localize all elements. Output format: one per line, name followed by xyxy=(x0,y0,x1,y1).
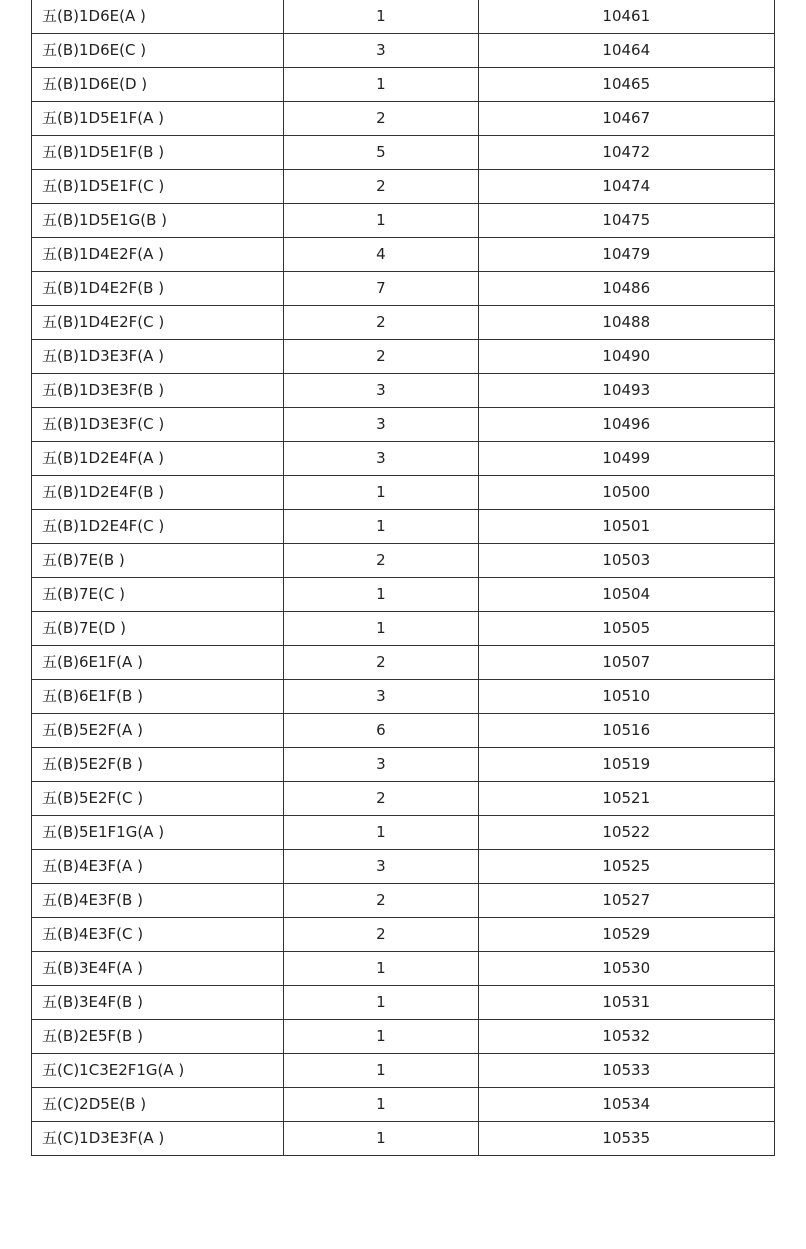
table-row xyxy=(32,340,775,374)
table-row xyxy=(32,306,775,340)
cell-total: 10500 xyxy=(478,476,774,510)
cell-total: 10488 xyxy=(478,306,774,340)
cell-code: 五(B)6E1F(B ) xyxy=(32,680,284,714)
cell-count: 1 xyxy=(284,1020,478,1054)
cell-total: 10493 xyxy=(478,374,774,408)
cell-code: 五(B)1D2E4F(A ) xyxy=(32,442,284,476)
table-row xyxy=(32,986,775,1020)
table-row xyxy=(32,136,775,170)
table-row xyxy=(32,1088,775,1122)
cell-total: 10503 xyxy=(478,544,774,578)
table-row xyxy=(32,816,775,850)
cell-count: 3 xyxy=(284,442,478,476)
cell-count: 4 xyxy=(284,238,478,272)
cell-code: 五(B)2E5F(B ) xyxy=(32,1020,284,1054)
cell-count: 2 xyxy=(284,306,478,340)
cell-code: 五(B)5E2F(C ) xyxy=(32,782,284,816)
cell-count: 3 xyxy=(284,748,478,782)
table-row xyxy=(32,646,775,680)
table-row xyxy=(32,408,775,442)
cell-code: 五(B)1D2E4F(C ) xyxy=(32,510,284,544)
cell-total: 10510 xyxy=(478,680,774,714)
cell-count: 2 xyxy=(284,782,478,816)
table-row xyxy=(32,952,775,986)
table-row xyxy=(32,510,775,544)
table-row xyxy=(32,204,775,238)
table-row xyxy=(32,476,775,510)
cell-code: 五(B)1D4E2F(C ) xyxy=(32,306,284,340)
cell-code: 五(B)1D6E(D ) xyxy=(32,68,284,102)
cell-total: 10527 xyxy=(478,884,774,918)
cell-count: 1 xyxy=(284,612,478,646)
table-row xyxy=(32,748,775,782)
cell-code: 五(C)1D3E3F(A ) xyxy=(32,1122,284,1156)
cell-total: 10472 xyxy=(478,136,774,170)
table-row xyxy=(32,102,775,136)
cell-total: 10525 xyxy=(478,850,774,884)
cell-total: 10505 xyxy=(478,612,774,646)
cell-count: 1 xyxy=(284,1054,478,1088)
cell-code: 五(B)1D3E3F(A ) xyxy=(32,340,284,374)
cell-total: 10496 xyxy=(478,408,774,442)
cell-code: 五(B)7E(B ) xyxy=(32,544,284,578)
cell-count: 1 xyxy=(284,68,478,102)
cell-count: 5 xyxy=(284,136,478,170)
cell-count: 3 xyxy=(284,374,478,408)
table-row xyxy=(32,442,775,476)
cell-code: 五(B)1D6E(A ) xyxy=(32,0,284,34)
cell-code: 五(B)7E(C ) xyxy=(32,578,284,612)
cell-count: 1 xyxy=(284,1122,478,1156)
cell-count: 2 xyxy=(284,102,478,136)
cell-total: 10507 xyxy=(478,646,774,680)
cell-count: 6 xyxy=(284,714,478,748)
cell-total: 10475 xyxy=(478,204,774,238)
cell-count: 1 xyxy=(284,1088,478,1122)
cell-total: 10479 xyxy=(478,238,774,272)
cell-count: 2 xyxy=(284,544,478,578)
cell-count: 1 xyxy=(284,816,478,850)
table-row xyxy=(32,714,775,748)
cell-total: 10465 xyxy=(478,68,774,102)
table-row xyxy=(32,374,775,408)
cell-total: 10532 xyxy=(478,1020,774,1054)
cell-code: 五(B)4E3F(C ) xyxy=(32,918,284,952)
cell-total: 10501 xyxy=(478,510,774,544)
cell-code: 五(B)1D4E2F(B ) xyxy=(32,272,284,306)
cell-code: 五(B)1D5E1F(B ) xyxy=(32,136,284,170)
cell-total: 10504 xyxy=(478,578,774,612)
table-row xyxy=(32,782,775,816)
cell-count: 2 xyxy=(284,884,478,918)
data-table xyxy=(31,0,775,1156)
table-row xyxy=(32,1020,775,1054)
cell-count: 3 xyxy=(284,408,478,442)
cell-count: 3 xyxy=(284,850,478,884)
cell-count: 1 xyxy=(284,204,478,238)
table-body xyxy=(32,0,775,1156)
cell-count: 1 xyxy=(284,0,478,34)
cell-total: 10534 xyxy=(478,1088,774,1122)
cell-count: 3 xyxy=(284,34,478,68)
table-row xyxy=(32,884,775,918)
cell-count: 1 xyxy=(284,510,478,544)
table-row xyxy=(32,1122,775,1156)
cell-code: 五(B)1D5E1F(C ) xyxy=(32,170,284,204)
table-row xyxy=(32,850,775,884)
table-row xyxy=(32,1054,775,1088)
cell-code: 五(B)3E4F(A ) xyxy=(32,952,284,986)
cell-code: 五(B)5E1F1G(A ) xyxy=(32,816,284,850)
cell-code: 五(B)1D5E1F(A ) xyxy=(32,102,284,136)
table-row xyxy=(32,918,775,952)
cell-code: 五(B)1D4E2F(A ) xyxy=(32,238,284,272)
cell-total: 10461 xyxy=(478,0,774,34)
cell-code: 五(B)5E2F(B ) xyxy=(32,748,284,782)
cell-total: 10499 xyxy=(478,442,774,476)
table-row xyxy=(32,238,775,272)
cell-code: 五(B)1D2E4F(B ) xyxy=(32,476,284,510)
cell-total: 10531 xyxy=(478,986,774,1020)
cell-count: 2 xyxy=(284,646,478,680)
cell-code: 五(B)3E4F(B ) xyxy=(32,986,284,1020)
cell-code: 五(B)4E3F(B ) xyxy=(32,884,284,918)
cell-code: 五(C)1C3E2F1G(A ) xyxy=(32,1054,284,1088)
cell-total: 10522 xyxy=(478,816,774,850)
table-row xyxy=(32,544,775,578)
cell-code: 五(B)4E3F(A ) xyxy=(32,850,284,884)
table-row xyxy=(32,612,775,646)
cell-count: 2 xyxy=(284,918,478,952)
table-row xyxy=(32,34,775,68)
cell-count: 2 xyxy=(284,170,478,204)
table-row xyxy=(32,170,775,204)
cell-total: 10533 xyxy=(478,1054,774,1088)
cell-total: 10535 xyxy=(478,1122,774,1156)
cell-code: 五(B)1D6E(C ) xyxy=(32,34,284,68)
cell-total: 10490 xyxy=(478,340,774,374)
cell-code: 五(B)7E(D ) xyxy=(32,612,284,646)
table-row xyxy=(32,0,775,34)
cell-total: 10516 xyxy=(478,714,774,748)
cell-total: 10521 xyxy=(478,782,774,816)
cell-total: 10474 xyxy=(478,170,774,204)
cell-total: 10467 xyxy=(478,102,774,136)
cell-code: 五(B)6E1F(A ) xyxy=(32,646,284,680)
cell-code: 五(B)1D3E3F(C ) xyxy=(32,408,284,442)
cell-count: 1 xyxy=(284,986,478,1020)
cell-count: 1 xyxy=(284,476,478,510)
cell-count: 3 xyxy=(284,680,478,714)
cell-code: 五(B)1D5E1G(B ) xyxy=(32,204,284,238)
cell-count: 1 xyxy=(284,578,478,612)
table-row xyxy=(32,578,775,612)
cell-count: 1 xyxy=(284,952,478,986)
cell-code: 五(B)5E2F(A ) xyxy=(32,714,284,748)
cell-total: 10519 xyxy=(478,748,774,782)
cell-count: 7 xyxy=(284,272,478,306)
cell-total: 10464 xyxy=(478,34,774,68)
cell-code: 五(C)2D5E(B ) xyxy=(32,1088,284,1122)
cell-total: 10529 xyxy=(478,918,774,952)
cell-code: 五(B)1D3E3F(B ) xyxy=(32,374,284,408)
table-row xyxy=(32,68,775,102)
table-row xyxy=(32,680,775,714)
cell-total: 10530 xyxy=(478,952,774,986)
cell-count: 2 xyxy=(284,340,478,374)
table-row xyxy=(32,272,775,306)
cell-total: 10486 xyxy=(478,272,774,306)
